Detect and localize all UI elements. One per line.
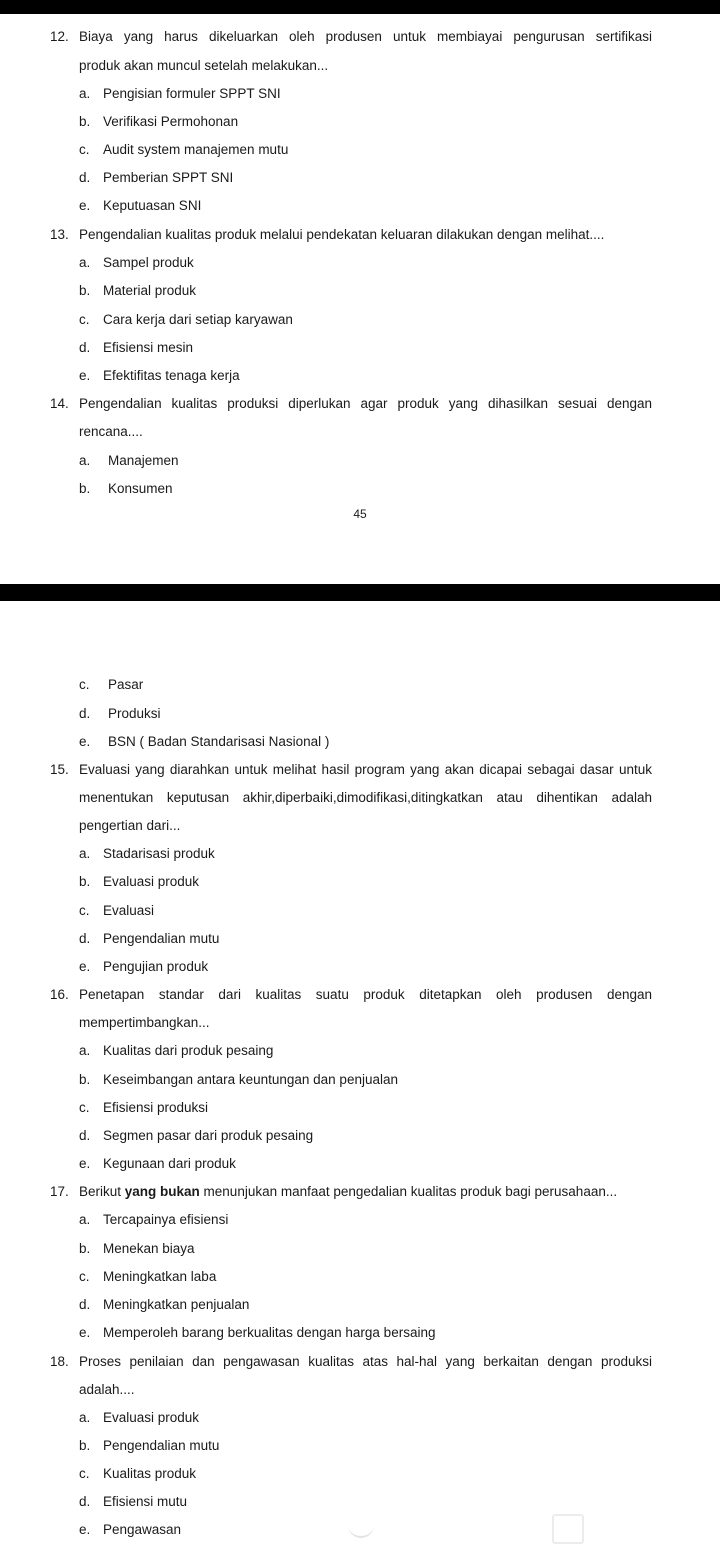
question-number: 13. bbox=[50, 227, 69, 242]
question-text-continued: adalah.... bbox=[79, 1382, 135, 1397]
question-text-continued: produk akan muncul setelah melakukan... bbox=[79, 58, 329, 73]
question-text: Pengendalian kualitas produk melalui pendekatan keluaran dilakukan dengan melihat.... bbox=[79, 227, 605, 242]
emphasis-text: yang bukan bbox=[124, 1184, 200, 1199]
question-text: Biaya yang harus dikeluarkan oleh produsen untuk membiayai pengurusan sertifikasi bbox=[79, 29, 652, 44]
question-number: 15. bbox=[50, 762, 69, 777]
question-text: Evaluasi yang diarahkan untuk melihat hasil program yang akan dicapai sebagai dasar untuk bbox=[79, 762, 652, 777]
question-number: 12. bbox=[50, 29, 69, 44]
question-text-continued: pengertian dari... bbox=[79, 818, 181, 833]
question-number: 16. bbox=[50, 987, 69, 1002]
question-text: Penetapan standar dari kualitas suatu produk ditetapkan oleh produsen dengan bbox=[79, 987, 652, 1002]
question-text-continued: mempertimbangkan... bbox=[79, 1015, 210, 1030]
home-nav-icon[interactable] bbox=[348, 1522, 374, 1538]
question-text: Proses penilaian dan pengawasan kualitas atas hal-hal yang berkaitan dengan produksi bbox=[79, 1354, 652, 1369]
top-black-bar bbox=[0, 0, 720, 14]
question-number: 18. bbox=[50, 1354, 69, 1369]
question-text: Berikut yang bukan menunjukan manfaat pengedalian kualitas produk bagi perusahaan... bbox=[79, 1184, 618, 1199]
recent-apps-nav-icon[interactable] bbox=[552, 1514, 584, 1544]
page-number: 45 bbox=[353, 507, 367, 521]
question-number: 14. bbox=[50, 396, 69, 411]
question-number: 17. bbox=[50, 1184, 69, 1199]
question-text-continued: rencana.... bbox=[79, 424, 143, 439]
page-separator-bar bbox=[0, 584, 720, 601]
question-text: Pengendalian kualitas produksi diperlukan agar produk yang dihasilkan sesuai dengan bbox=[79, 396, 652, 411]
